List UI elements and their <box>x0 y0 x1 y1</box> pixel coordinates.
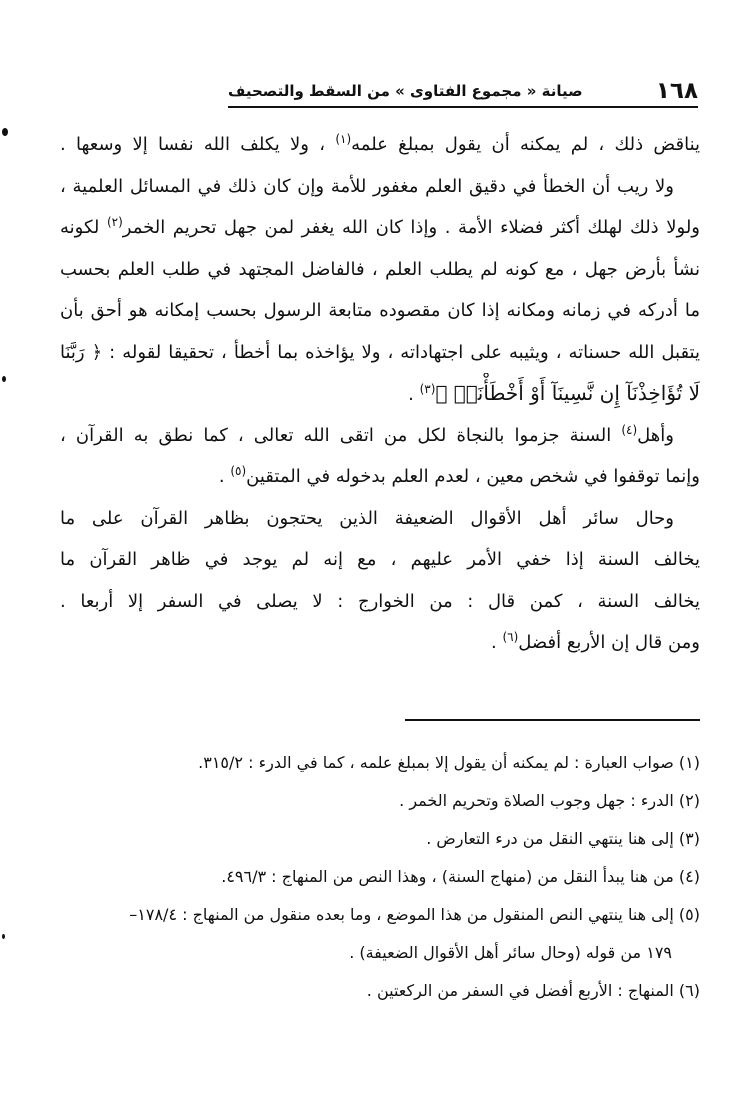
main-text <box>60 124 700 664</box>
footnote-3: (٣) إلى هنا ينتهي النقل من درء التعارض . <box>426 829 700 848</box>
footnote-5: (٥) إلى هنا ينتهي النص المنقول من هذا الموضع ، وما بعده منقول من المنهاج : ١٧٨/٤– <box>129 905 700 924</box>
scan-margin-mark <box>2 376 6 382</box>
footnote-2: (٢) الدرء : جهل وجوب الصلاة وتحريم الخمر . <box>399 791 700 810</box>
footnote-5-continued: ١٧٩ من قوله (وحال سائر أهل الأقوال الضعيفة) . <box>349 943 672 962</box>
running-title: صيانة « مجموع الفتاوى » من السقط والتصحيف <box>228 82 583 100</box>
text-line-2: ولا ريب أن الخطأ في دقيق العلم مغفور للأمة وإن كان ذلك في المسائل العلمية ، <box>60 175 674 197</box>
text-line-4: نشأ بأرض جهل ، مع كونه لم يطلب العلم ، فالفاضل المجتهد في طلب العلم بحسب <box>60 258 700 280</box>
text-line-9: وإنما توقفوا في شخص معين ، لعدم العلم بدخوله في المتقين$^{(٥)}$ . <box>218 464 700 487</box>
page-header <box>228 77 698 105</box>
page-number: ١٦٨ <box>655 78 698 104</box>
footnotes <box>60 744 700 1010</box>
text-line-12: يخالف السنة ، كمن قال : من الخوارج : لا يصلى في السفر إلا أربعا . <box>60 590 700 612</box>
text-line-10: وحال سائر أهل الأقوال الضعيفة الذين يحتجون بظاهر القرآن على ما <box>60 507 674 529</box>
scan-margin-mark <box>2 128 8 136</box>
text-line-5: ما أدركه في زمانه ومكانه إذا كان مقصوده متابعة الرسول بحسب إمكانه هو أحق بأن <box>60 300 700 321</box>
footnote-6: (٦) المنهاج : الأربع أفضل في السفر من الركعتين . <box>366 981 700 1000</box>
text-line-8: وأهل$^{(٤)}$ السنة جزموا بالنجاة لكل من اتقى الله تعالى ، كما نطق به القرآن ، <box>60 422 674 446</box>
text-line-1: يناقض ذلك ، لم يمكنه أن يقول بمبلغ علمه$^{(١)}$ ، ولا يكلف الله نفسا إلا وسعها . <box>60 132 700 155</box>
text-line-3: ولولا ذلك لهلك أكثر فضلاء الأمة . وإذا كان الله يغفر لمن جهل تحريم الخمر$^{(٢)}$ لكونه <box>60 215 700 238</box>
scan-margin-mark <box>2 934 5 939</box>
header-rule <box>228 106 698 108</box>
footnote-1: (١) صواب العبارة : لم يمكنه أن يقول إلا بمبلغ علمه ، كما في الدرء : ٣١٥/٢. <box>198 753 700 772</box>
text-line-6: يتقبل الله حسناته ، ويثيبه على اجتهاداته ، ولا يؤاخذه بما أخطأ ، تحقيقا لقوله : ﴿ رَبَّنَا <box>60 341 700 363</box>
text-line-11: يخالف السنة إذا خفي الأمر عليهم ، مع إنه لم يوجد في ظاهر القرآن ما <box>60 549 700 570</box>
footnote-4: (٤) من هنا يبدأ النقل من (منهاج السنة) ، وهذا النص من المنهاج : ٤٩٦/٣. <box>221 867 700 886</box>
text-line-13: ومن قال إن الأربع أفضل$^{(٦)}$ . <box>491 630 700 653</box>
quran-verse-line: لَا تُؤَاخِذْنَآ إِن نَّسِينَآ أَوْ أَخْطَأْنَاۚ ﴾$^{(٣)}$ . <box>408 381 700 405</box>
footnote-separator <box>405 719 700 721</box>
